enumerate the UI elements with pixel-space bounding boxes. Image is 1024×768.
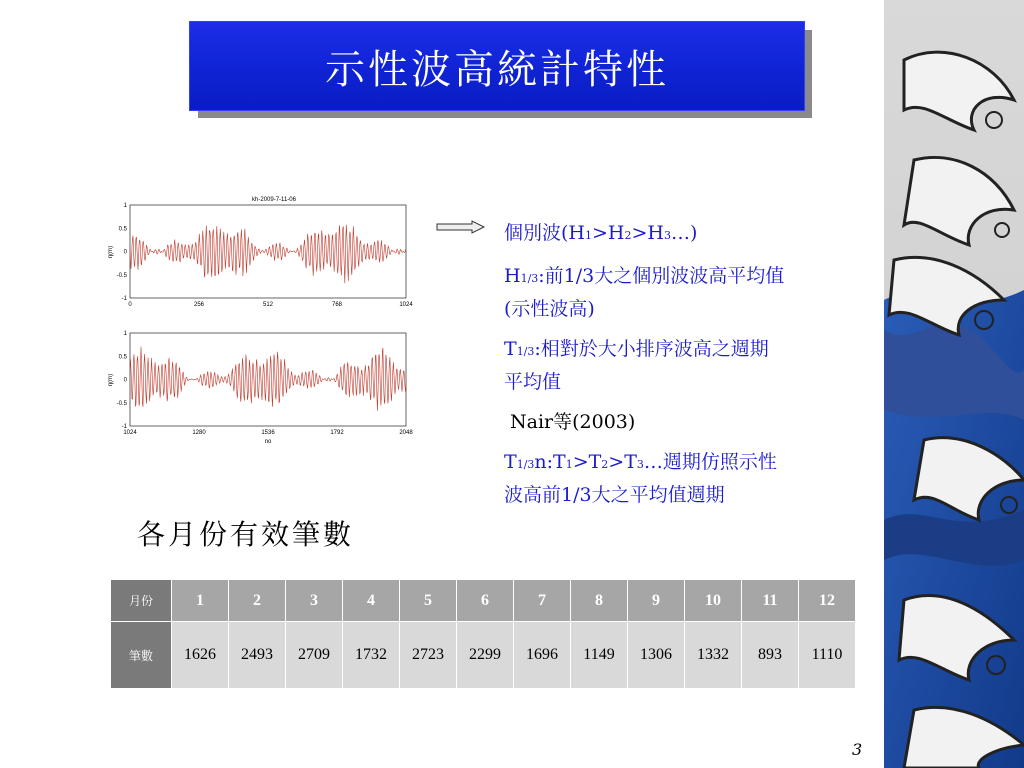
x-tick-label: 1280 [192,430,206,436]
y-tick-label: 1 [123,203,127,209]
count-cell: 1626 [172,622,229,689]
count-cell: 1696 [514,622,571,689]
month-cell: 8 [571,580,628,622]
count-cell: 1732 [343,622,400,689]
y-axis-label: η(m) [108,245,114,259]
count-cell: 2493 [229,622,286,689]
x-tick-label: 2048 [399,430,413,436]
x-tick-label: 0 [128,302,132,308]
x-tick-label: 1024 [123,430,137,436]
y-tick-label: 0.5 [118,354,127,361]
y-tick-label: 1 [123,331,127,337]
note-t13: T1/3:相對於大小排序波高之週期 [504,338,769,360]
month-cell: 10 [685,580,742,622]
y-tick-label: 0.5 [118,226,127,233]
note-t13n-cont: 波高前1/3大之平均值週期 [504,484,725,506]
y-tick-label: -1 [121,296,127,302]
count-cell: 2299 [457,622,514,689]
row-label-count: 筆數 [111,622,172,689]
note-individual-wave: 個別波(H1>H2>H3…) [504,222,698,244]
time-series-plot-1 [108,190,420,308]
count-cell: 893 [742,622,799,689]
y-tick-label: -1 [121,424,127,430]
count-cell: 1149 [571,622,628,689]
plot-title: kh-2009-7-11-06 [252,197,296,203]
notes-panel [504,218,874,510]
month-cell: 3 [286,580,343,622]
x-tick-label: 768 [331,302,343,308]
title-banner [189,21,805,111]
slide-title: 示性波高統計特性 [325,46,669,93]
count-cell: 1332 [685,622,742,689]
y-tick-label: -0.5 [116,272,127,279]
month-cell: 11 [742,580,799,622]
y-tick-label: 0 [123,249,127,256]
month-cell: 1 [172,580,229,622]
note-reference: Nair等(2003) [510,411,636,433]
y-tick-label: -0.5 [116,400,127,407]
note-t13n: T1/3n:T1>T2>T3…週期仿照示性 [504,451,777,473]
x-axis-label: no [264,439,272,445]
table-caption: 各月份有效筆數 [137,518,355,551]
table-row [111,622,856,689]
x-tick-label: 1024 [399,302,413,308]
count-cell: 2723 [400,622,457,689]
time-series-plot-2 [108,325,420,447]
month-cell: 9 [628,580,685,622]
count-cell: 1110 [799,622,856,689]
month-cell: 4 [343,580,400,622]
note-h13: H1/3:前1/3大之個別波波高平均值 [504,265,785,287]
x-tick-label: 1792 [330,430,344,436]
month-cell: 6 [457,580,514,622]
wave-artwork [884,0,1024,768]
month-cell: 2 [229,580,286,622]
month-cell: 12 [799,580,856,622]
month-cell: 5 [400,580,457,622]
table-header-row [111,580,856,622]
row-label-month: 月份 [111,580,172,622]
note-h13-cont: (示性波高) [504,298,595,320]
x-tick-label: 1536 [261,430,275,436]
month-cell: 7 [514,580,571,622]
note-t13-cont: 平均值 [504,371,562,393]
page-number: 3 [852,740,863,759]
monthly-count-table [110,579,856,689]
y-tick-label: 0 [123,377,127,384]
count-cell: 2709 [286,622,343,689]
x-tick-label: 512 [262,302,274,308]
arrow-icon [436,220,486,234]
x-tick-label: 256 [193,302,205,308]
y-axis-label: η(m) [108,373,114,387]
count-cell: 1306 [628,622,685,689]
